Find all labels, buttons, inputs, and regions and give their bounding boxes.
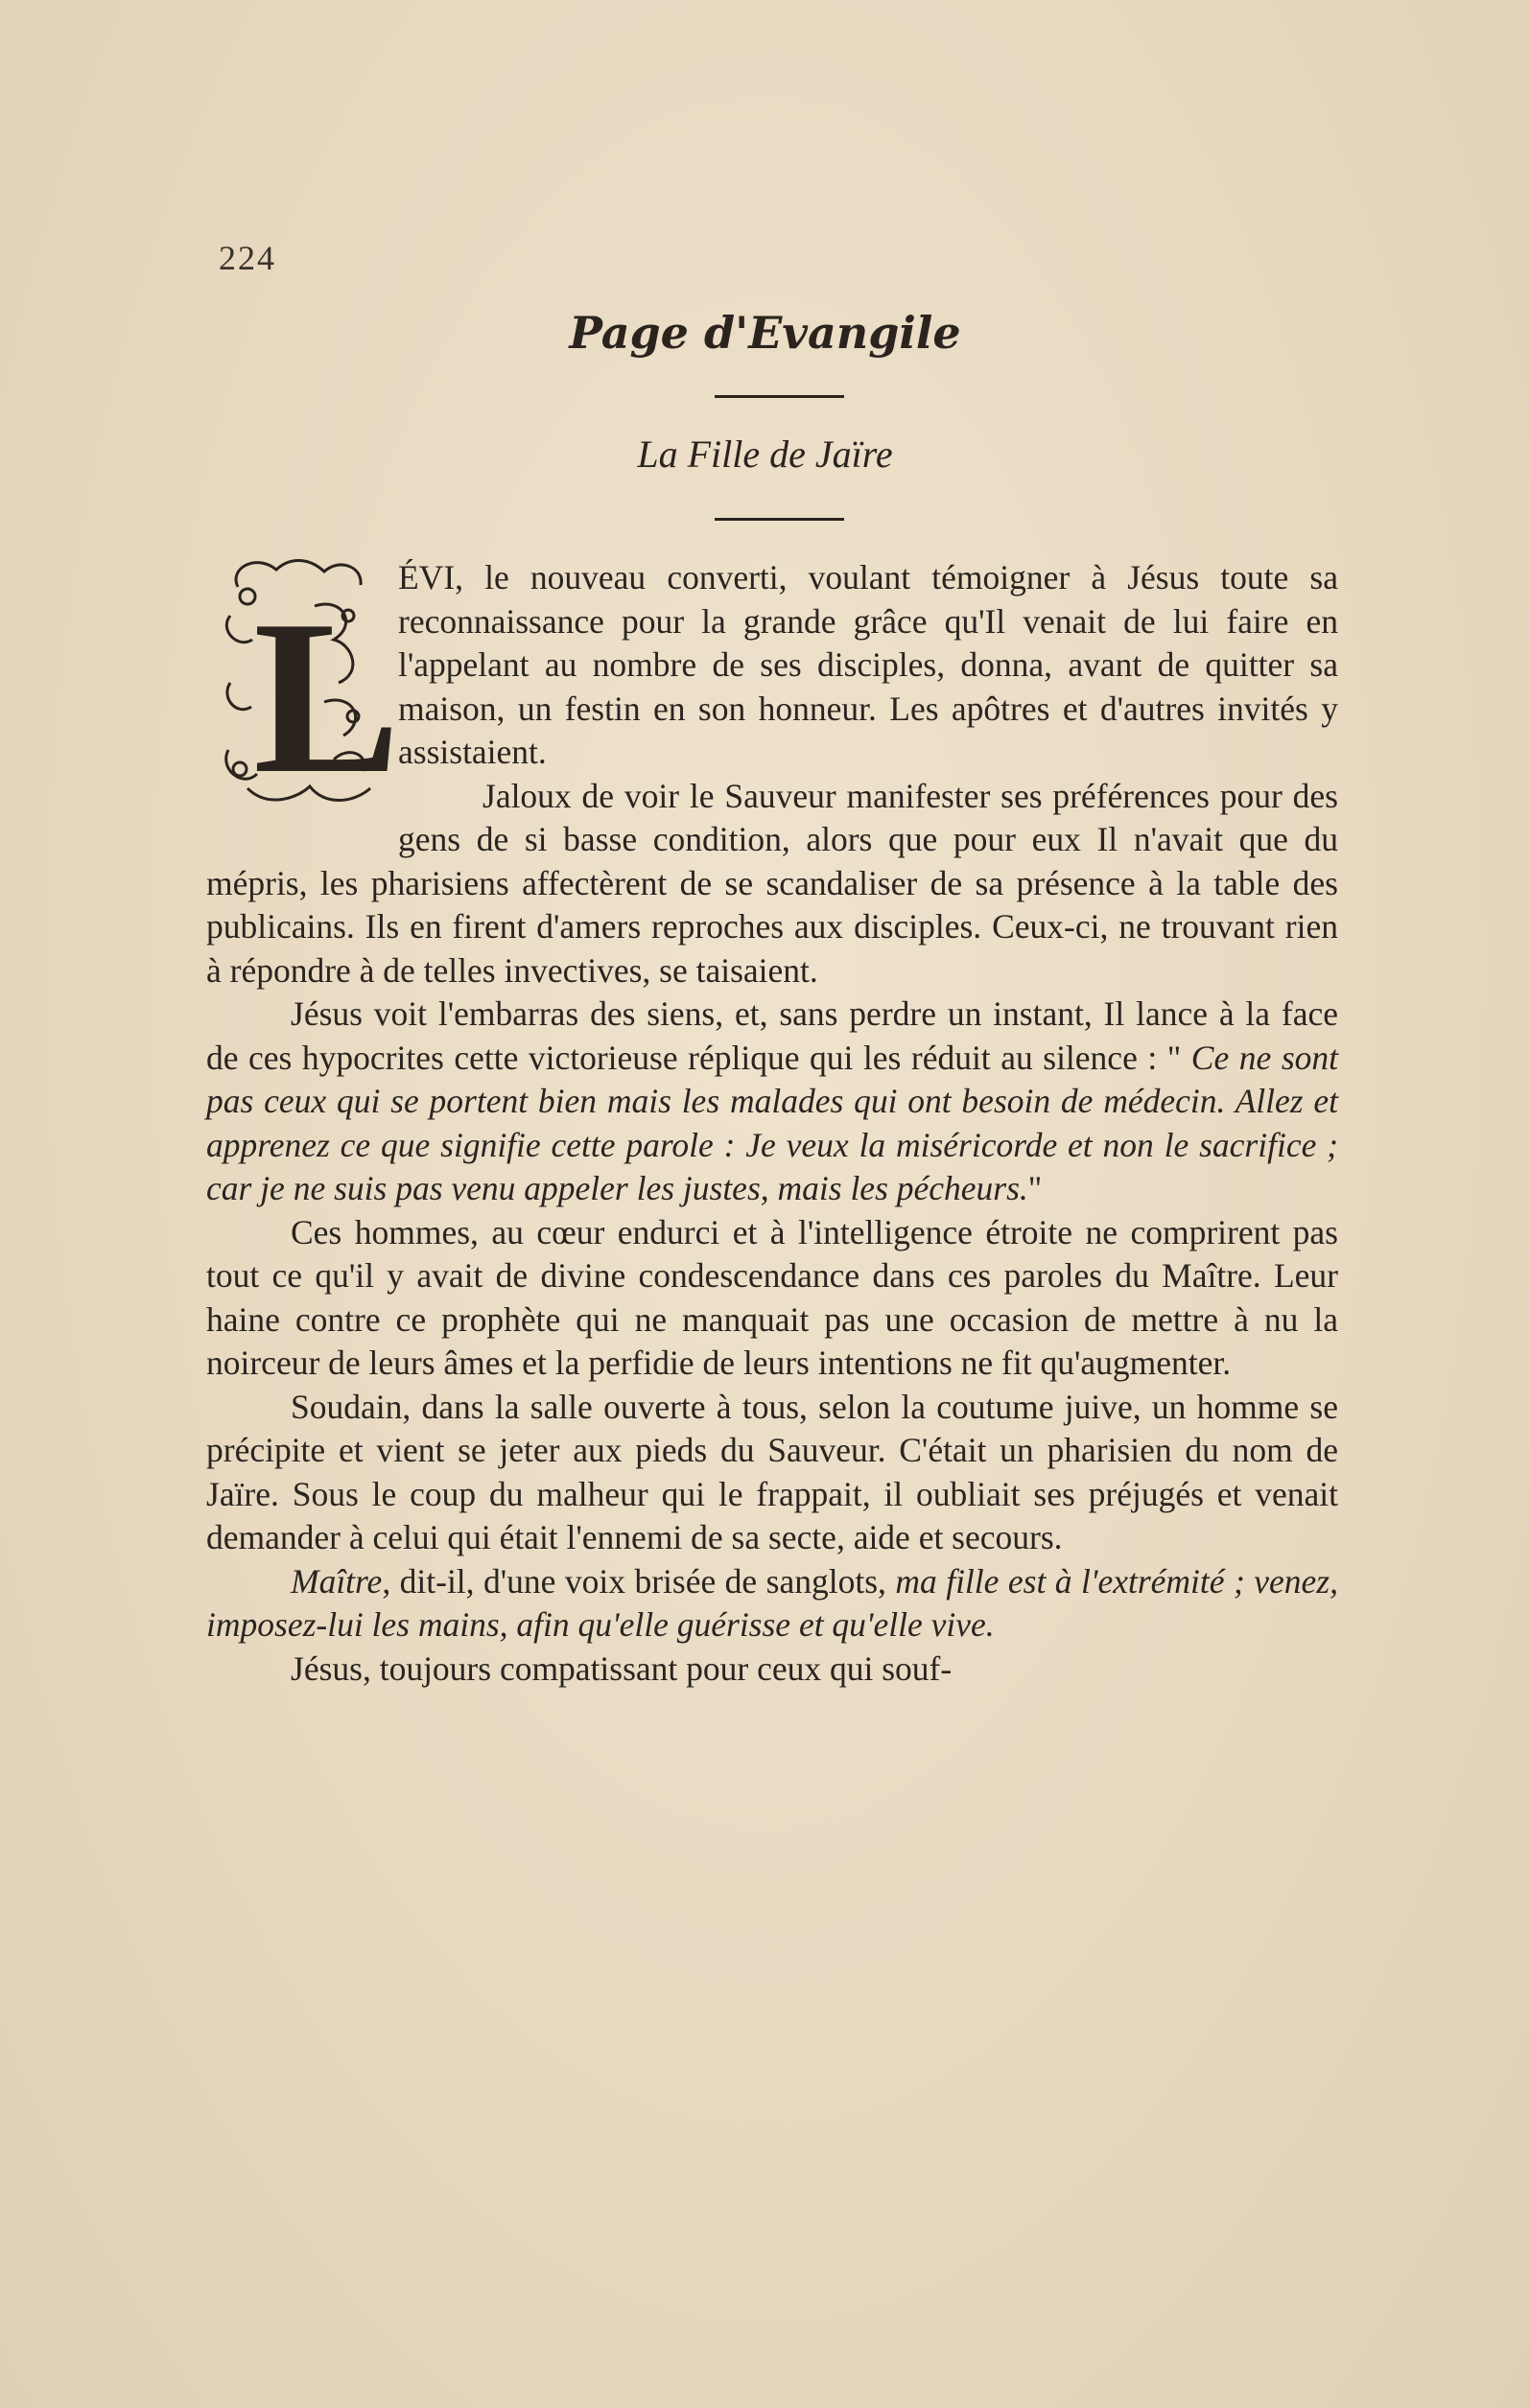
running-title: Page d'Evangile (569, 307, 961, 359)
title-rule-top (715, 395, 844, 398)
gospel-quote: Ce ne sont pas ceux qui se portent bien mais les malades qui ont besoin de médecin. Allez et apprenez ce que signifie cette parole : Je veux la miséricorde et non le sacrifice ; car je ne suis pas venu appeler les justes, mais les pécheurs. (206, 1038, 1338, 1207)
paragraph-6-text: , dit-il, d'une voix brisée de sanglots, (382, 1561, 896, 1601)
jaire-plea: ma fille est à l'extrémité ; venez, imposez-lui les mains, afin qu'elle guérisse et qu'elle vive. (206, 1561, 1338, 1644)
paragraph-3 (206, 993, 1338, 1211)
paragraph-7: Jésus, toujours compatissant pour ceux qui souf- (291, 1648, 953, 1688)
paragraph-2: Jaloux de voir le Sauveur manifester ses préférences pour des gens de si basse condition, alors que pour eux Il n'avait que du mépris, les pharisiens affectèrent de se scandaliser de sa présence à la table des publicains. Ils en firent d'amers reproches aux disciples. Ceux-ci, ne trouvant rien à répondre à de telles invectives, se taisaient. (206, 776, 1338, 990)
drop-cap-spacer (206, 556, 401, 820)
title-rule-bottom (715, 518, 844, 521)
paragraph-5: Soudain, dans la salle ouverte à tous, selon la coutume juive, un homme se précipite et vient se jeter aux pieds du Sauveur. C'était un pharisien du nom de Jaïre. Sous le coup du malheur qui le frappait, il oubliait ses préjugés et venait demander à celui qui était l'ennemi de sa secte, aide et secours. (206, 1387, 1338, 1556)
body-text (206, 556, 1338, 1691)
paragraph-3-close: " (1027, 1169, 1043, 1207)
paragraph-4: Ces hommes, au cœur endurci et à l'intelligence étroite ne comprirent pas tout ce qu'il y avait de divine condescendance dans ces paroles du Maître. Leur haine contre ce prophète qui ne manquait pas une occasion de mettre à nu la noirceur de leurs âmes et la perfidie de leurs intentions ne fit qu'augmenter. (206, 1212, 1338, 1382)
paragraph-3-text: Jésus voit l'embarras des siens, et, sans perdre un instant, Il lance à la face de ces hypocrites cette victorieuse réplique qui les réduit au silence : " (206, 994, 1338, 1077)
paragraph-6 (206, 1560, 1338, 1648)
paragraph-1 (206, 556, 1338, 775)
paragraph-1-text: ÉVI, le nouveau converti, voulant témoigner à Jésus toute sa reconnaissance pour la grande grâce qu'Il venait de lui faire en l'appelant au nombre de ses disciples, donna, avant de quitter sa maison, un festin en son honneur. Les apôtres et d'autres invités y assistaient. (398, 558, 1338, 771)
chapter-title: La Fille de Jaïre (637, 433, 893, 476)
page-number: 224 (219, 239, 276, 277)
drop-cap-letter: L (253, 574, 401, 819)
jaire-address: Maître (291, 1561, 383, 1601)
